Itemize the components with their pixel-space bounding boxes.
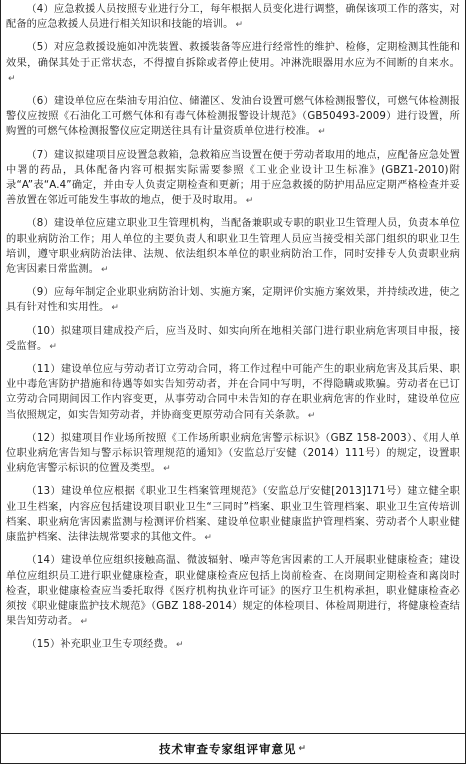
- paragraph-6: [6, 94, 460, 141]
- section-heading: [1, 734, 465, 763]
- paragraph-14: [6, 553, 460, 630]
- paragraph-text: （10）拟建项目建成投产后，应当及时、如实向所在地相关部门进行职业病危害项目申报，接受监督。: [6, 325, 460, 352]
- recommendations-cell: [1, 0, 465, 732]
- paragraph-mark: ↵: [298, 743, 308, 754]
- paragraph-15: [6, 637, 460, 653]
- paragraph-mark: ↵: [101, 265, 109, 276]
- paragraph-text: （8）建设单位应建立职业卫生管理机构，当配备兼职或专职的职业卫生管理人员，负责本单位的职业病防治工作；用人单位的主要负责人和职业卫生管理人员应当接受相关部门组织的职业卫生培训，遵守职业病防治法律、法规、依法组织本单位的职业病防治工作，同时安排专人负责职业病危害因素日常监测。: [6, 218, 460, 276]
- paragraph-5: [6, 40, 460, 87]
- paragraph-text: （11）建设单位应与劳动者订立劳动合同，将工作过程中可能产生的职业病危害及其后果、职业中毒危害防护措施和待遇等如实告知劳动者，并在合同中写明，不得隐瞒或欺骗。劳动者在已订立劳动合同期间因工作内容变更，从事劳动合同中未告知的存在职业病危害的作业时，建设单位应当依照规定，如实告知劳动者，并协商变更原劳动合同有关条款。: [6, 364, 460, 421]
- paragraph-mark: ↵: [318, 127, 326, 138]
- paragraph-text: （5）对应急救援设施如冲洗装置、救援装备等应进行经常性的维护、检修，定期检测其性能和效果，确保其处于正常状态，不得擅自拆除或者停止使用。冲淋洗眼器用水应为不间断的自来水。: [6, 42, 460, 69]
- paragraph-text: （9）应每年制定企业职业病防治计划、实施方案，定期评价实施方案效果，并持续改进，使之具有针对性和实用性。: [6, 287, 460, 314]
- paragraph-text: （15）补充职业卫生专项经费。: [26, 639, 175, 651]
- paragraph-mark: ↵: [163, 464, 171, 475]
- paragraph-text: （13）建设单位应根据《职业卫生档案管理规范》（安监总厅安健[2013]171号）建立健全职业卫生档案，内容应包括建设项目职业卫生“三同时”档案、职业卫生管理档案、职业卫生宣传培训档案、职业病危害因素监测与检测评价档案、建设单位职业健康监护管理档案、劳动者个人职业健康监护档案、法律法规常要求的其他文件。: [6, 486, 460, 544]
- paragraph-mark: ↵: [245, 196, 254, 207]
- paragraph-10: [6, 324, 460, 355]
- paragraph-mark: ↵: [204, 533, 213, 544]
- paragraph-8: [6, 216, 460, 278]
- paragraph-9: [6, 285, 460, 316]
- paragraph-4: [6, 2, 460, 33]
- paragraph-12: [6, 431, 460, 478]
- paragraph-text: （7）建议拟建项目应设置急救箱，急救箱应当设置在便于劳动者取用的地点，应配备应急处置中署的药品，具体配备内容可根据实际需要参照《工业企业设计卫生标准》(GBZ1-2010)附录“A”表“A.4”确定，并由专人负责定期检查和更新；用于应急救援的防护用品应定期严格检查并妥善放置在邻近可能发生事故的地点，便于及时取用。: [6, 149, 460, 207]
- paragraph-13: [6, 484, 460, 546]
- paragraph-text: （12）拟建项目作业场所按照《工作场所职业病危害警示标识》（GBZ 158-2003）、《用人单位职业病危害告知与警示标识管理规范的通知》（安监总厅安健（2014）111号）的规定，设置职业病危害警示标识的位置及类型。: [6, 432, 460, 475]
- paragraph-mark: ↵: [176, 640, 184, 651]
- paragraph-mark: ↵: [80, 617, 89, 628]
- paragraph-mark: ↵: [111, 303, 120, 314]
- paragraph-mark: ↵: [49, 341, 58, 352]
- paragraph-text: （6）建设单位应在柴油专用泊位、储灌区、发油台设置可燃气体检测报警仪，可燃气体检测报警仪应按照《石油化工可燃气体和有毒气体检测报警设计规范》（GB50493-2009）进行设置，所购置的可燃气体检测报警仪应定期送往具有计量资质单位进行校准。: [6, 96, 460, 138]
- paragraph-text: （14）建设单位应组织接触高温、微波辐射、噪声等危害因素的工人开展职业健康检查；建设单位应组织员工进行职业健康检查，职业健康检查应包括上岗前检查、在岗期间定期检查和离岗时检查，职业健康检查应当委托取得《医疗机构执业许可证》的医疗卫生机构承担，职业健康检查必须按《职业健康监护技术规范》（GBZ 188-2014）规定的体检项目、体检周期进行，将健康检查结果告知劳动者。: [6, 555, 460, 628]
- paragraph-7: [6, 148, 460, 210]
- paragraph-mark: ↵: [8, 73, 16, 84]
- paragraph-mark: ↵: [307, 410, 316, 421]
- section-heading-text: 技术审查专家组评审意见: [158, 741, 297, 756]
- paragraph-text: （4）应急救援人员按照专业进行分工，每年根据人员变化进行调整，确保该项工作的落实，对配备的应急救援人员进行相关知识和技能的培训。: [6, 4, 460, 31]
- paragraph-mark: ↵: [235, 20, 244, 31]
- paragraph-11: [6, 362, 460, 424]
